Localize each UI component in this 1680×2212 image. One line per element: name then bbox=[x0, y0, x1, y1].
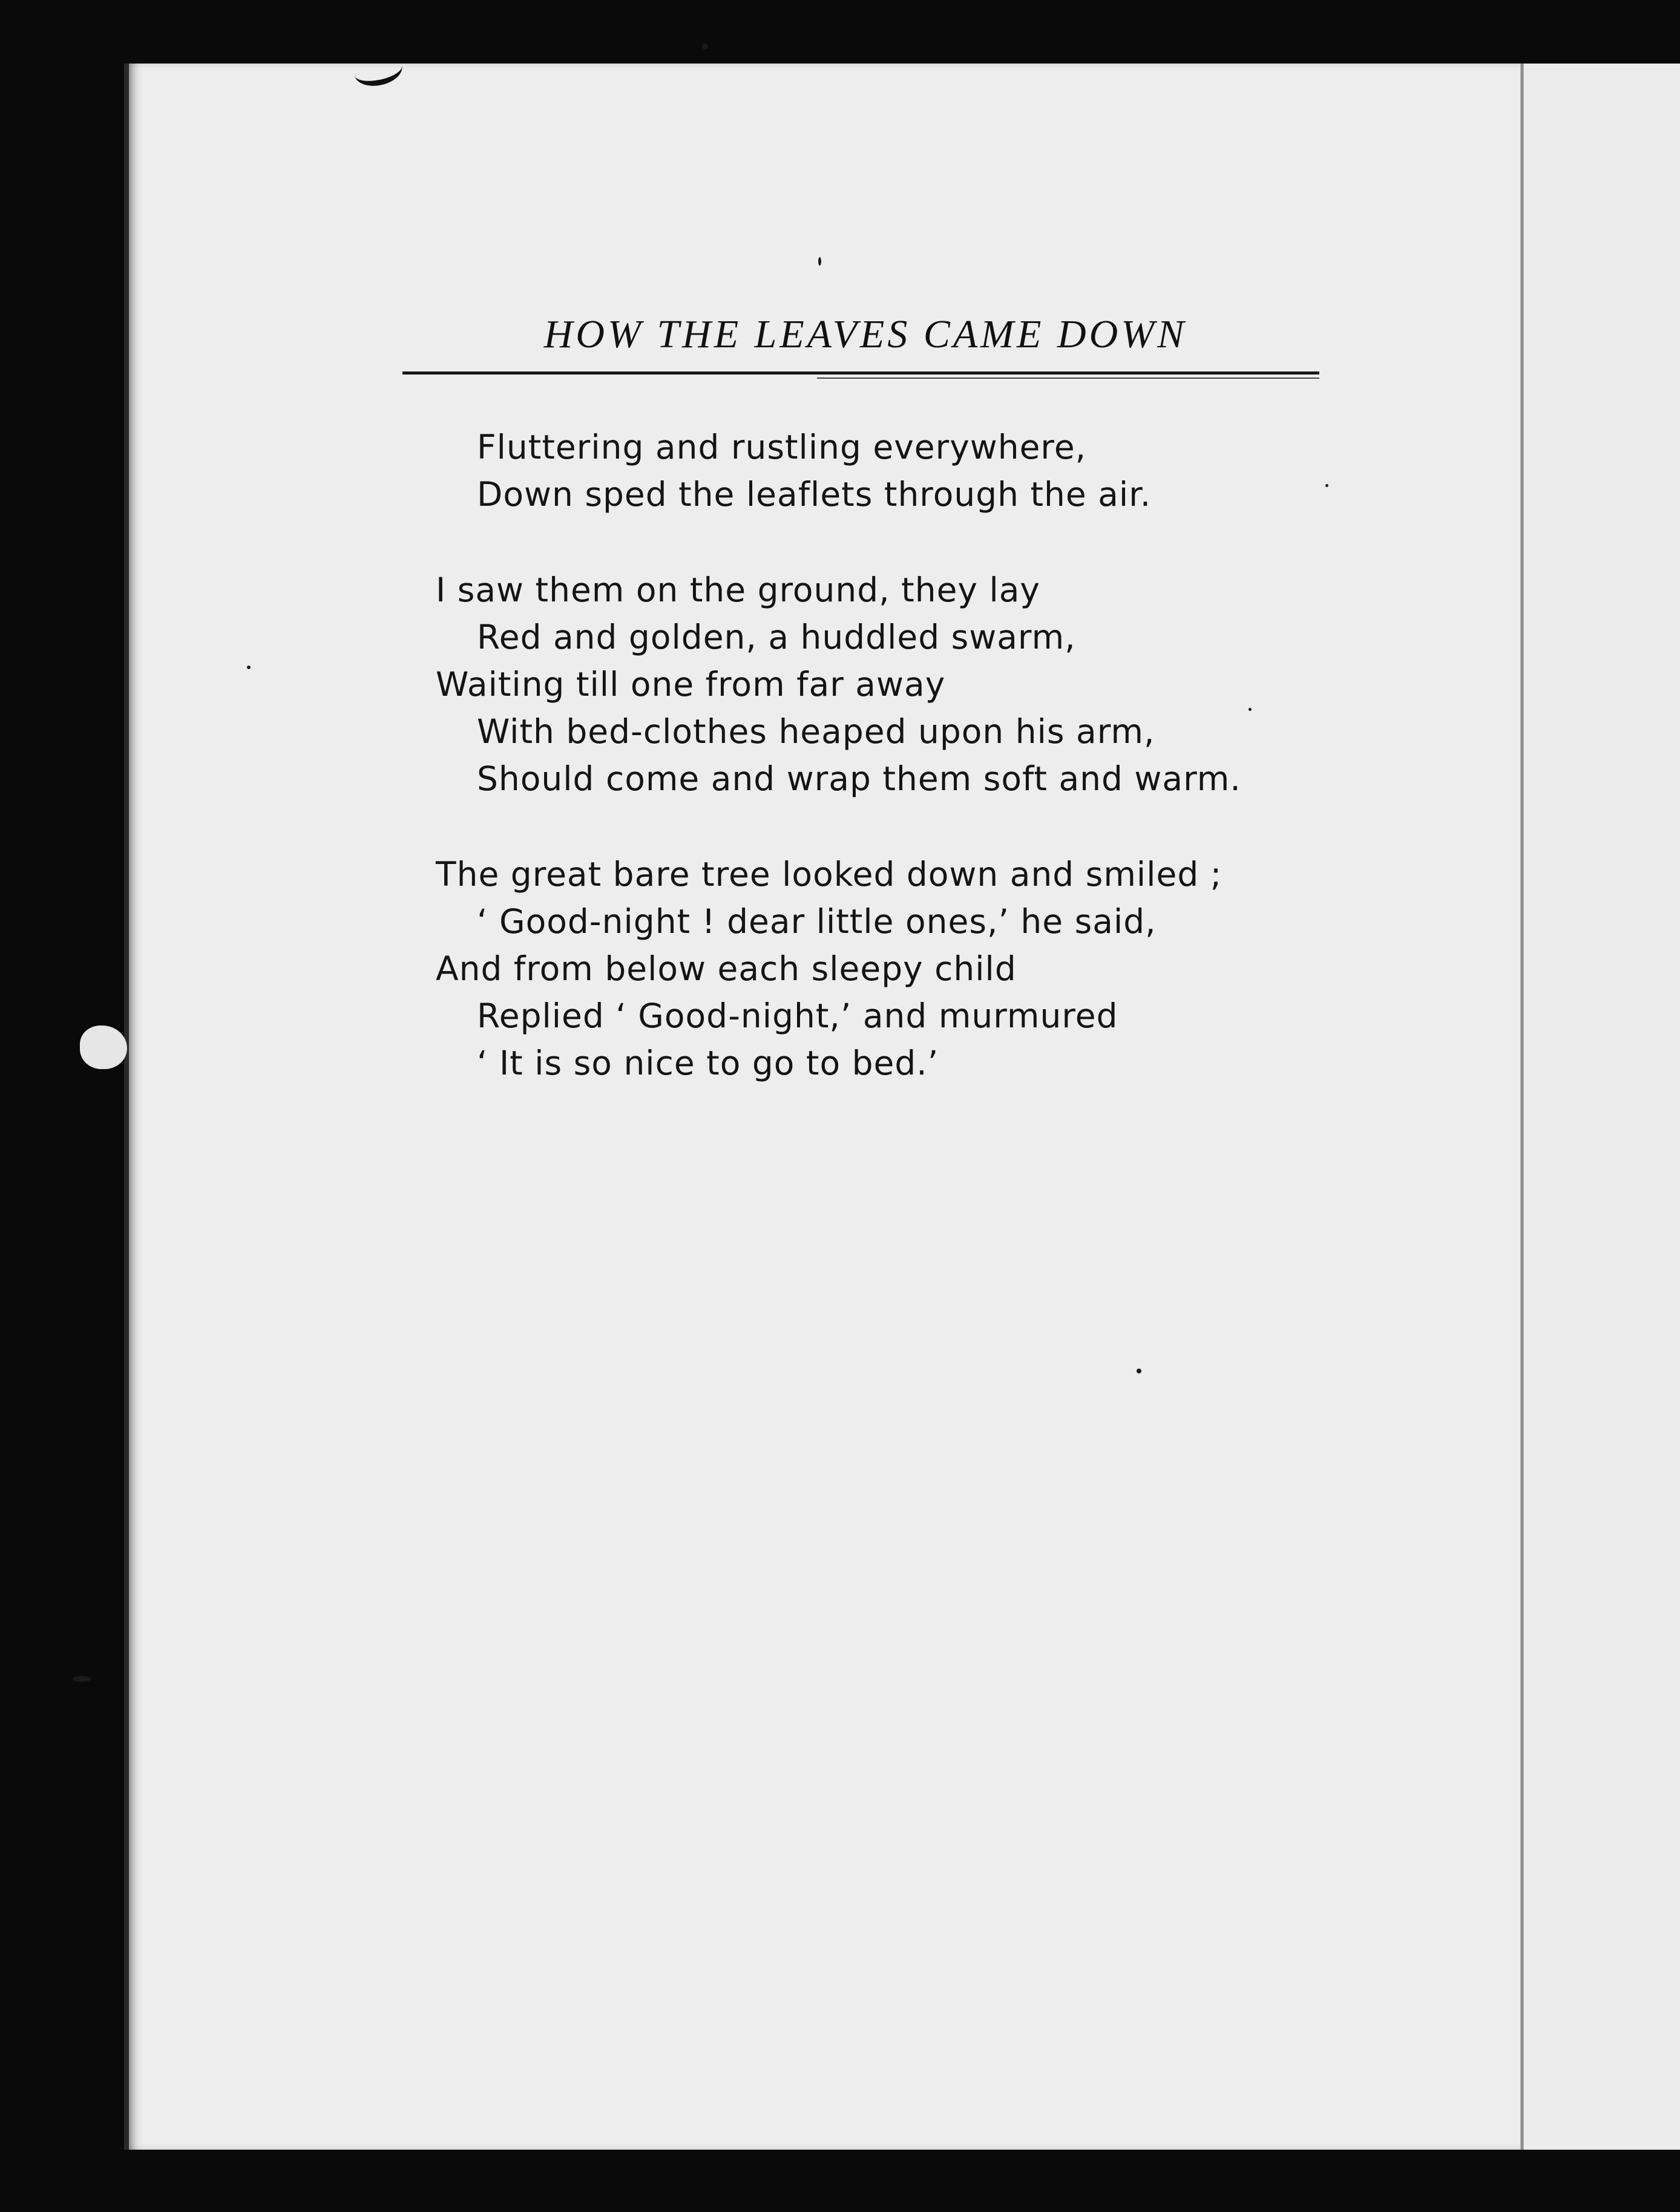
dust-speck bbox=[818, 257, 821, 266]
poem-line: Replied ‘ Good-night,’ and murmured bbox=[477, 996, 1118, 1035]
poem-line: Waiting till one from far away bbox=[436, 665, 946, 704]
poem-line: And from below each sleepy child bbox=[436, 949, 1017, 988]
dust-speck bbox=[1325, 484, 1328, 487]
stanza bbox=[436, 851, 1313, 1087]
poem-title: HOW THE LEAVES CAME DOWN bbox=[543, 312, 1187, 356]
poem-line: Down sped the leaflets through the air. bbox=[477, 475, 1152, 514]
poem-line: Red and golden, a huddled swarm, bbox=[477, 618, 1076, 656]
poem-line: I saw them on the ground, they lay bbox=[436, 571, 1040, 609]
poem-line: The great bare tree looked down and smiled ; bbox=[436, 855, 1222, 894]
dust-speck bbox=[1137, 1369, 1141, 1373]
stanza bbox=[436, 566, 1313, 802]
title-rule bbox=[402, 371, 1319, 375]
poem-line: With bed-clothes heaped upon his arm, bbox=[477, 712, 1155, 751]
dust-speck bbox=[702, 44, 708, 50]
dust-speck bbox=[247, 666, 251, 669]
dust-speck bbox=[73, 1676, 91, 1682]
stanza bbox=[436, 424, 1313, 518]
poem-line: ‘ It is so nice to go to bed.’ bbox=[477, 1044, 939, 1082]
facing-page-edge bbox=[1524, 64, 1680, 2150]
poem-line: ‘ Good-night ! dear little ones,’ he said, bbox=[477, 902, 1157, 941]
poem-line: Should come and wrap them soft and warm. bbox=[477, 759, 1241, 798]
paper-blot bbox=[80, 1026, 127, 1069]
title-rule-shadow bbox=[817, 378, 1319, 379]
poem-body bbox=[436, 424, 1313, 1135]
poem-line: Fluttering and rustling everywhere, bbox=[477, 428, 1087, 466]
